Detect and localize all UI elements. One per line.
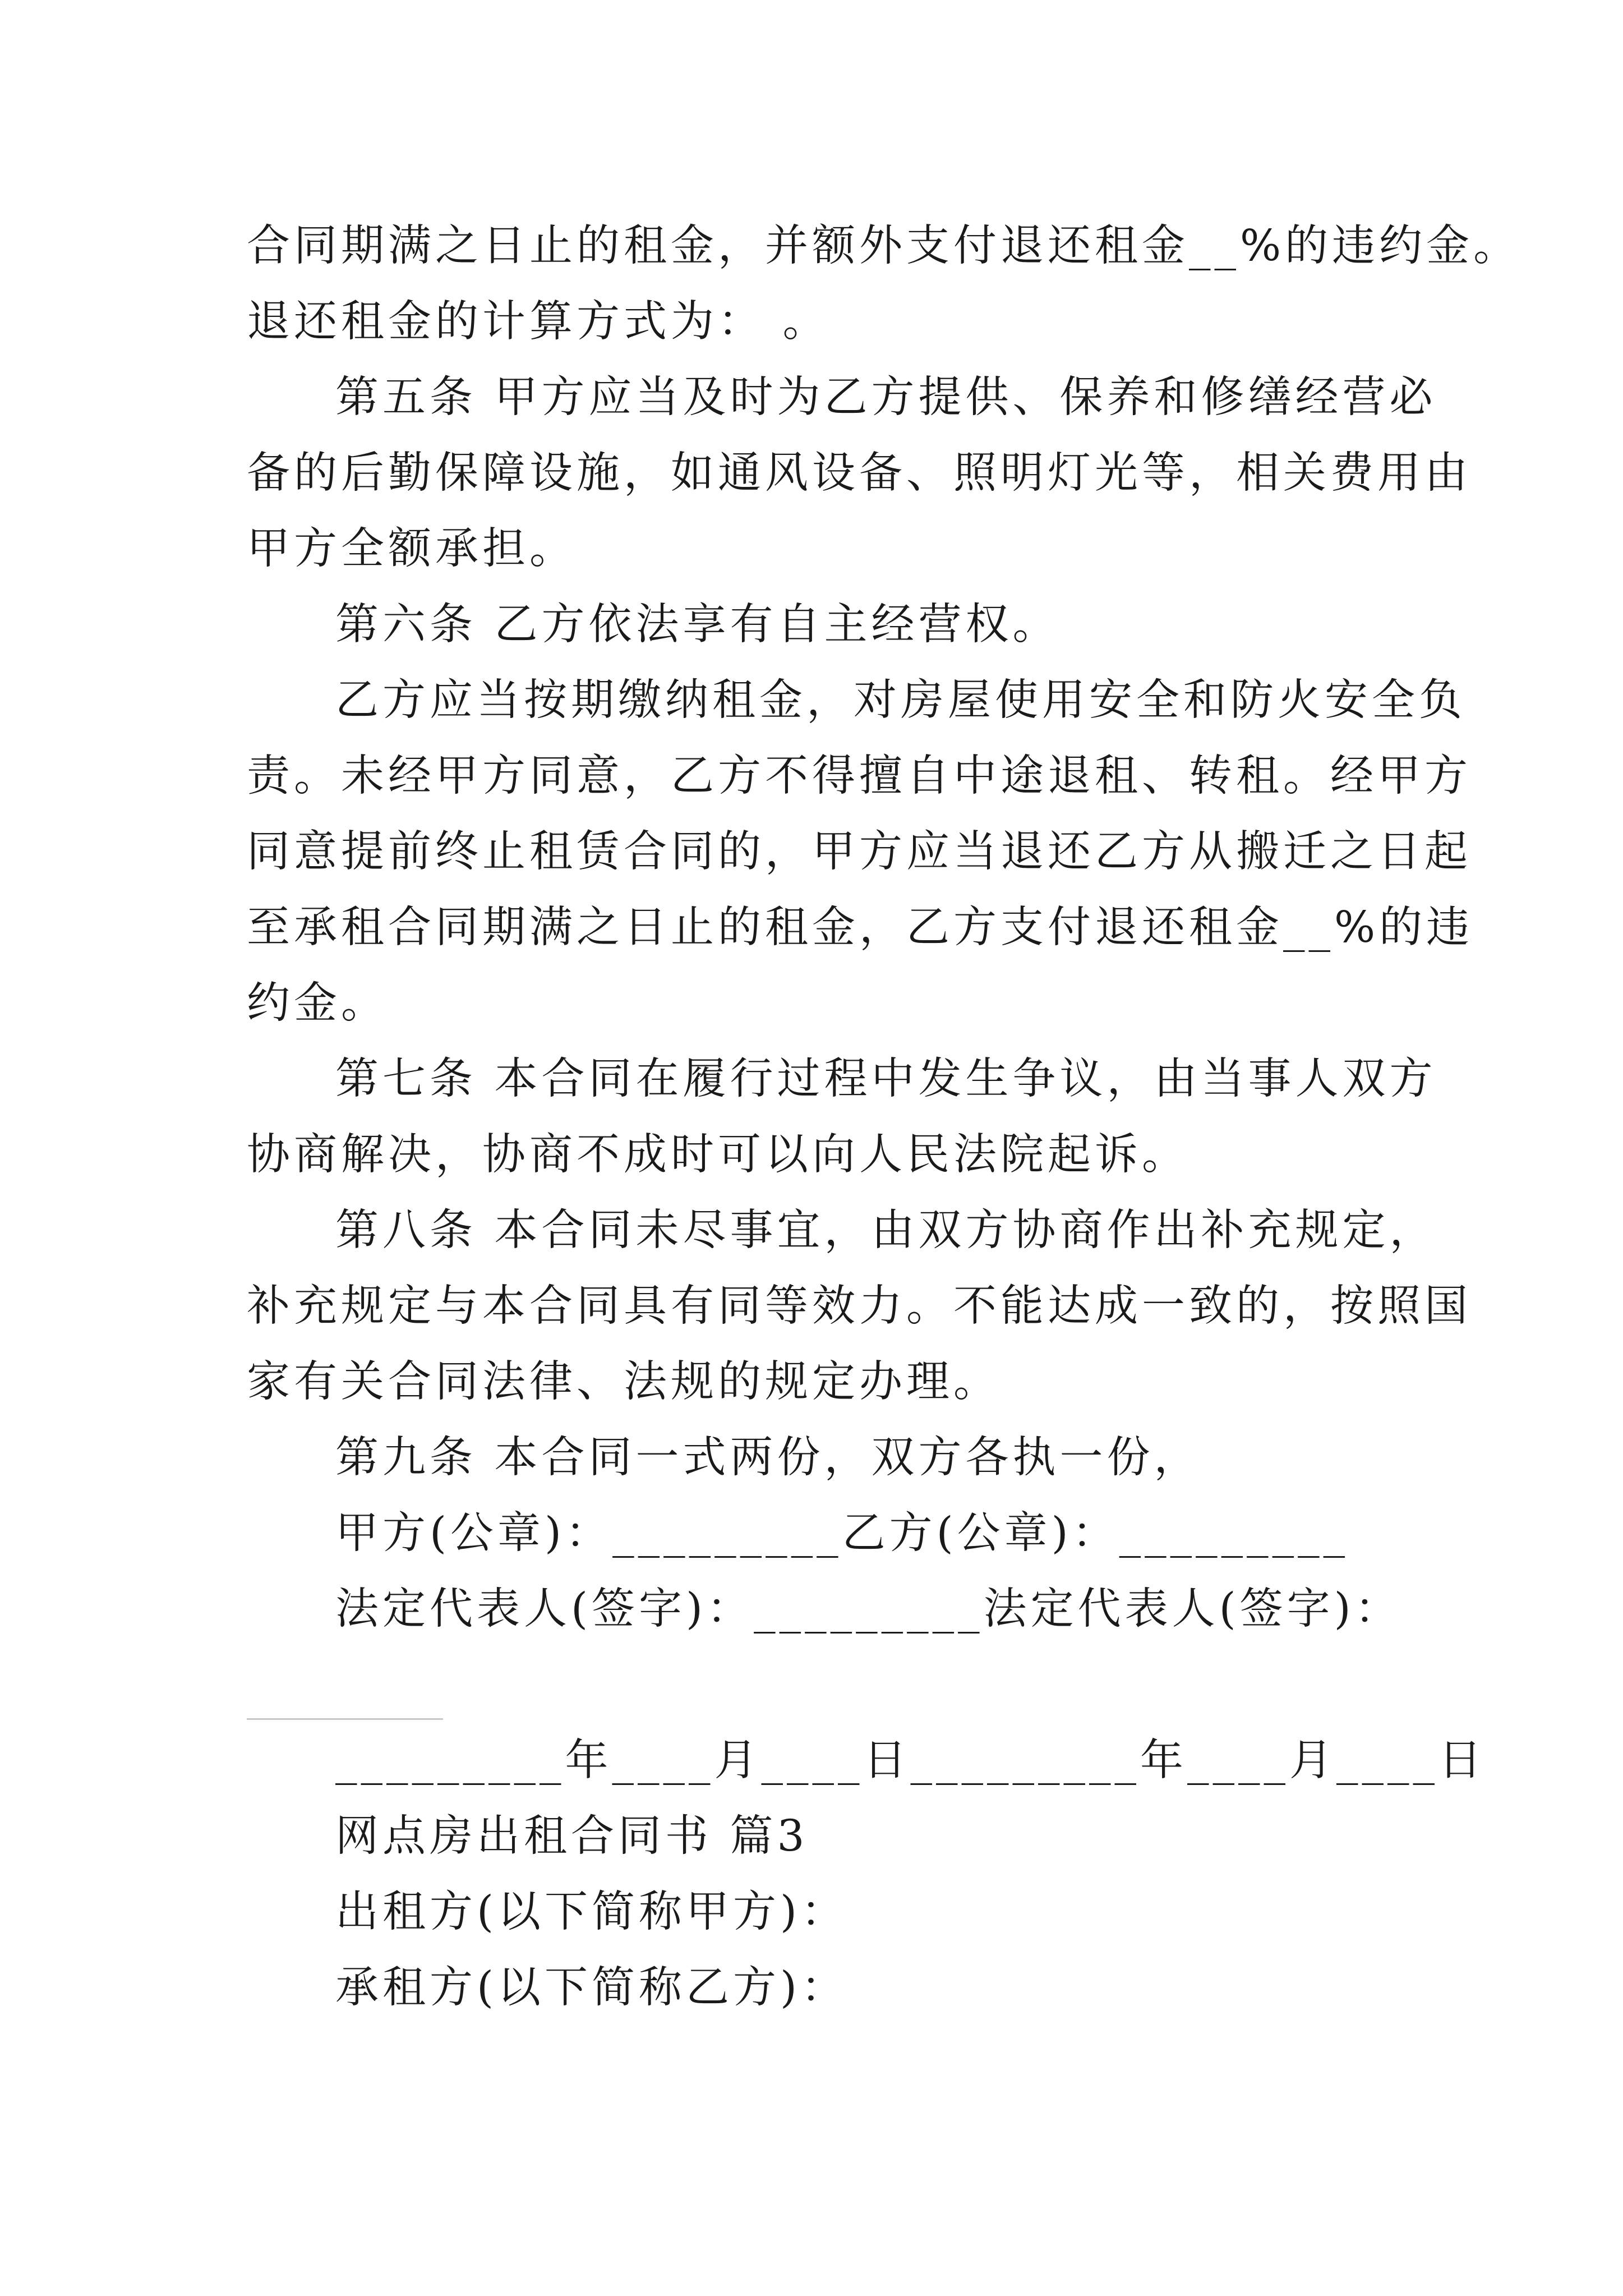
paragraph-line: 补充规定与本合同具有同等效力。不能达成一致的，按照国: [247, 1281, 1472, 1331]
paragraph-line: 约金。: [247, 978, 388, 1028]
signature-date-line: _________年____月____日_________年____月____日: [335, 1736, 1486, 1786]
article-7-heading: 第七条 本合同在履行过程中发生争议，由当事人双方: [335, 1054, 1437, 1104]
section-title: 网点房出租合同书 篇3: [335, 1811, 809, 1861]
paragraph-line: 合同期满之日止的租金，并额外支付退还租金__%的违约金。: [247, 221, 1521, 271]
paragraph-line: 甲方全额承担。: [247, 524, 577, 574]
signature-continuation-underline: [247, 1718, 443, 1720]
article-9-heading: 第九条 本合同一式两份，双方各执一份，: [335, 1433, 1201, 1483]
paragraph-line: 退还租金的计算方式为： 。: [247, 297, 830, 347]
lessee-line: 承租方(以下简称乙方)：: [335, 1963, 849, 2013]
article-8-heading: 第八条 本合同未尽事宜，由双方协商作出补充规定，: [335, 1205, 1437, 1255]
paragraph-line: 至承租合同期满之日止的租金，乙方支付退还租金__%的违: [247, 903, 1474, 953]
paragraph-line: 乙方应当按期缴纳租金，对房屋使用安全和防火安全负: [335, 675, 1466, 725]
paragraph-line: 协商解决，协商不成时可以向人民法院起诉。: [247, 1130, 1189, 1180]
paragraph-line: 责。未经甲方同意，乙方不得擅自中途退租、转租。经甲方: [247, 751, 1472, 801]
lessor-line: 出租方(以下简称甲方)：: [335, 1887, 849, 1937]
paragraph-line: 备的后勤保障设施，如通风设备、照明灯光等，相关费用由: [247, 448, 1472, 498]
paragraph-line: 同意提前终止租赁合同的，甲方应当退还乙方从搬迁之日起: [247, 827, 1472, 877]
article-6-heading: 第六条 乙方依法享有自主经营权。: [335, 600, 1060, 650]
signature-representative-line: 法定代表人(签字)：_________法定代表人(签字)：: [335, 1584, 1402, 1634]
paragraph-line: 家有关合同法律、法规的规定办理。: [247, 1357, 1000, 1407]
article-5-heading: 第五条 甲方应当及时为乙方提供、保养和修缮经营必: [335, 372, 1437, 422]
signature-seal-line: 甲方(公章)：_________乙方(公章)：_________: [335, 1508, 1349, 1558]
